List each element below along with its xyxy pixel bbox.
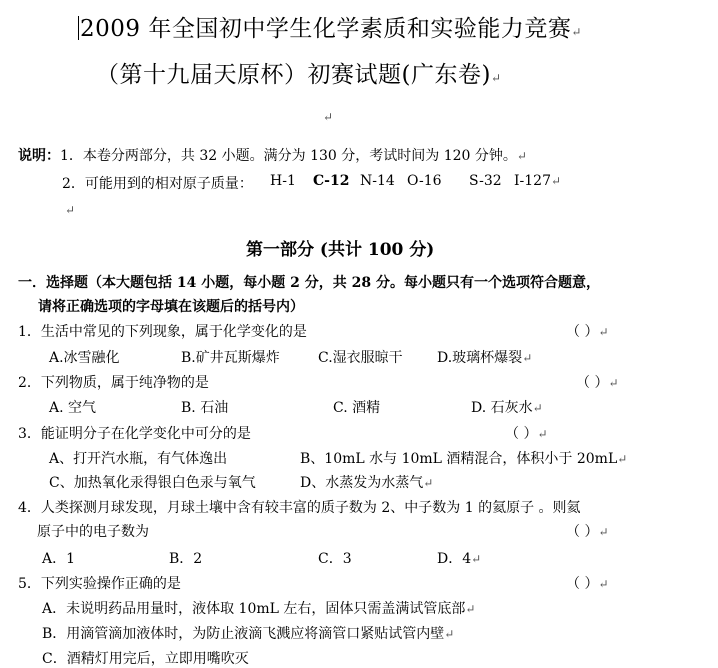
title-text-2: （第十九届天原杯）初赛试题(广东卷) <box>96 62 491 88</box>
question-3-option-b-wrap: B、10mL 水与 10mL 酒精混合，体积小于 20mL↵ <box>300 451 628 467</box>
question-4-option-a: A．1 <box>42 551 76 567</box>
part-title-line2: 请将正确选项的字母填在该题后的括号内） <box>38 299 304 315</box>
notes-label: 说明： <box>18 148 60 164</box>
question-5-answer-paren[interactable]: （ ）↵ <box>566 576 609 592</box>
question-3-answer-paren[interactable]: （ ）↵ <box>505 426 548 442</box>
question-2-answer-paren[interactable]: （ ）↵ <box>576 375 619 391</box>
question-3-stem: 3．能证明分子在化学变化中可分的是 <box>18 426 251 442</box>
question-5-option-a-wrap: A．未说明药品用量时，液体取 10mL 左右，固体只需盖满试管底部↵ <box>42 601 476 617</box>
question-1-option-a: A.冰雪融化 <box>49 350 120 366</box>
question-5-option-b-wrap: B．用滴管滴加液体时，为防止液滴飞溅应将滴管口紧贴试管内壁↵ <box>42 626 455 642</box>
question-4-option-d: D．4 <box>437 551 472 567</box>
text-cursor <box>78 16 79 40</box>
notes-line2 <box>62 173 253 193</box>
atomic-mass-i: I-127 <box>514 173 551 189</box>
paragraph-mark: ↵ <box>571 25 582 39</box>
paragraph-mark: ↵ <box>323 110 334 124</box>
question-4-option-d-wrap: D．4↵ <box>437 551 482 567</box>
question-3-option-d: D、水蒸发为水蒸气 <box>300 475 424 491</box>
question-5-option-b: B．用滴管滴加液体时，为防止液滴飞溅应将滴管口紧贴试管内壁 <box>42 626 445 642</box>
notes-item1: 1．本卷分两部分，共 32 小题。满分为 130 分，考试时间为 120 分钟。 <box>60 148 517 164</box>
section-heading: 第一部分 (共计 100 分) <box>246 240 435 260</box>
document-title-line1 <box>78 10 582 43</box>
question-2-option-b: B. 石油 <box>181 400 229 416</box>
question-4-stem-line2: 原子中的电子数为 <box>37 524 149 540</box>
question-4-stem: 4．人类探测月球发现，月球土壤中含有较丰富的质子数为 2、中子数为 1 的氦原子 。则氦 <box>18 500 581 516</box>
question-2-option-d: D. 石灰水 <box>471 400 533 416</box>
notes-item2-prefix: 2．可能用到的相对原子质量： <box>62 176 253 192</box>
question-2-option-a: A. 空气 <box>49 400 97 416</box>
question-5-option-a: A．未说明药品用量时，液体取 10mL 左右，固体只需盖满试管底部 <box>42 601 466 617</box>
question-3-option-b: B、10mL 水与 10mL 酒精混合，体积小于 20mL <box>300 451 618 467</box>
question-1-option-c: C.湿衣服晾干 <box>318 350 403 366</box>
question-3-option-a: A、打开汽水瓶，有气体逸出 <box>49 451 228 467</box>
part-title-line1: 一．选择题（本大题包括 14 小题，每小题 2 分，共 28 分。每小题只有一个选项符合题意， <box>18 275 600 291</box>
question-1-stem: 1．生活中常见的下列现象，属于化学变化的是 <box>18 324 307 340</box>
atomic-mass-c: C-12 <box>313 173 350 189</box>
question-5-option-c: C．酒精灯用完后，立即用嘴吹灭 <box>42 651 249 667</box>
atomic-mass-o: O-16 <box>407 173 442 189</box>
paragraph-mark: ↵ <box>490 71 502 85</box>
atomic-mass-h: H-1 <box>270 173 296 189</box>
question-4-option-c: C．3 <box>318 551 352 567</box>
question-3-option-c: C、加热氧化汞得银白色汞与氧气 <box>49 475 256 491</box>
document-title-line2 <box>96 56 502 89</box>
question-1-answer-paren[interactable]: （ ）↵ <box>566 324 609 340</box>
atomic-mass-i-wrap <box>514 173 561 189</box>
atomic-mass-n: N-14 <box>360 173 395 189</box>
title-text-1: 2009 年全国初中学生化学素质和实验能力竞赛 <box>80 16 572 42</box>
question-5-stem: 5．下列实验操作正确的是 <box>18 576 181 592</box>
paragraph-mark: ↵ <box>516 149 527 163</box>
question-4-answer-paren[interactable]: （ ）↵ <box>566 524 609 540</box>
notes-line1 <box>18 145 527 165</box>
question-4-option-b: B．2 <box>169 551 203 567</box>
question-1-option-d-wrap: D.玻璃杯爆裂↵ <box>437 350 533 366</box>
question-1-option-b: B.矿井瓦斯爆炸 <box>181 350 280 366</box>
atomic-mass-s: S-32 <box>469 173 502 189</box>
atomic-mass-c-wrap <box>313 173 349 189</box>
paragraph-mark: ↵ <box>65 203 76 217</box>
question-2-option-c: C. 酒精 <box>333 400 381 416</box>
question-2-option-d-wrap: D. 石灰水↵ <box>471 400 543 416</box>
question-2-stem: 2．下列物质，属于纯净物的是 <box>18 375 209 391</box>
question-1-option-d: D.玻璃杯爆裂 <box>437 350 523 366</box>
question-3-option-d-wrap: D、水蒸发为水蒸气↵ <box>300 475 434 491</box>
paragraph-mark: ↵ <box>550 174 562 188</box>
